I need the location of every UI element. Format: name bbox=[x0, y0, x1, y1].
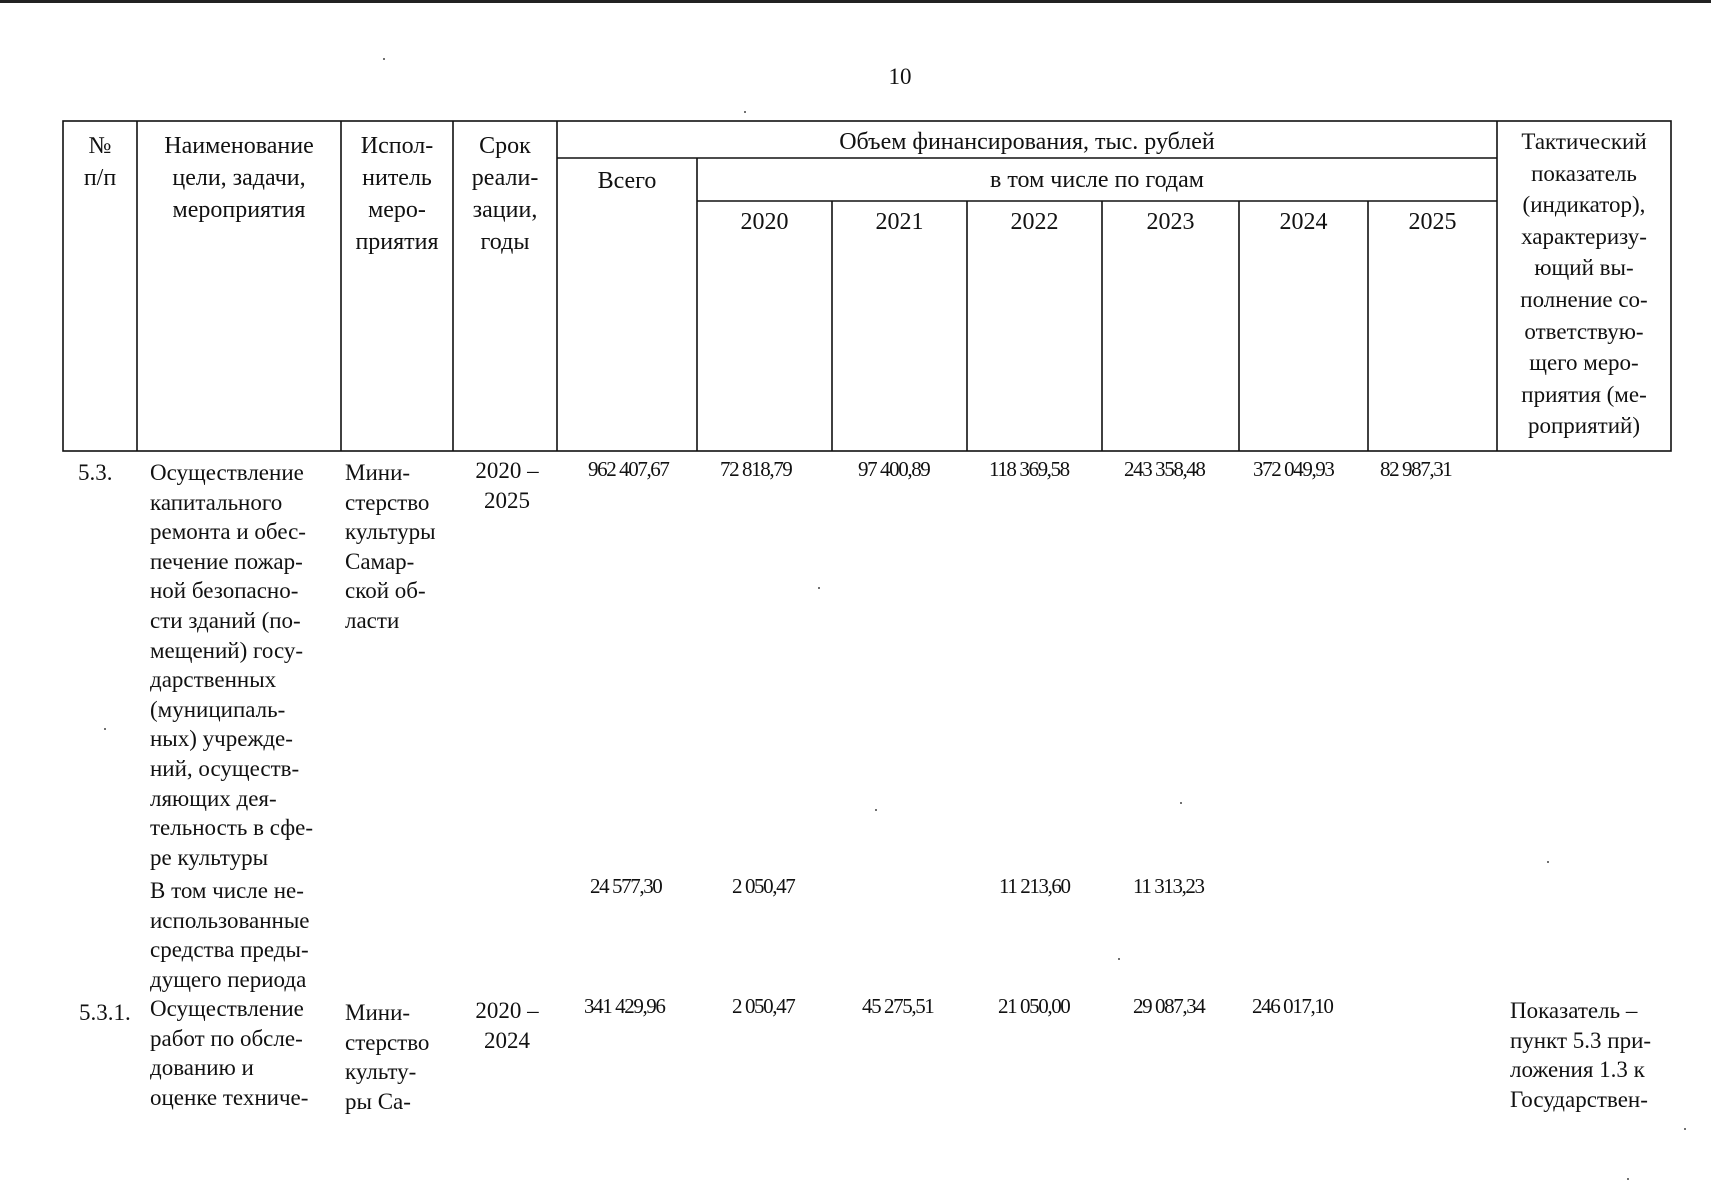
scan-speck bbox=[744, 111, 746, 113]
header-executor: Испол- нитель меро- приятия bbox=[355, 133, 439, 255]
scan-speck bbox=[1684, 1128, 1686, 1130]
header-year-2022: 2022 bbox=[1010, 209, 1059, 235]
header-financing: Объем финансирования, тыс. рублей bbox=[839, 129, 1215, 155]
header-num: № п/п bbox=[83, 133, 117, 191]
row-name: В том числе не- использованные средства преды- дущего периода bbox=[150, 878, 310, 992]
row-y2021: 45 275,51 bbox=[862, 994, 934, 1018]
row-y2022: 118 369,58 bbox=[989, 457, 1069, 481]
row-y2020: 2 050,47 bbox=[732, 994, 795, 1018]
row-num: 5.3.1. bbox=[79, 1000, 131, 1025]
header-name: Наименование цели, задачи, мероприятия bbox=[164, 133, 314, 223]
scan-speck bbox=[104, 728, 106, 730]
row-total: 24 577,30 bbox=[590, 874, 662, 898]
row-num: 5.3. bbox=[78, 460, 113, 485]
row-term: 2020 – 2025 bbox=[475, 458, 539, 513]
header-year-2025: 2025 bbox=[1408, 209, 1457, 235]
row-y2023: 243 358,48 bbox=[1124, 457, 1205, 481]
header-indicator: Тактический показатель (индикатор), характеризу- ющий вы- полнение со- ответствую- щего меро- приятия (ме- роприятий) bbox=[1520, 129, 1648, 439]
header-year-2023: 2023 bbox=[1146, 209, 1195, 235]
row-executor: Мини- стерство культу- ры Са- bbox=[345, 1000, 430, 1114]
row-y2024: 246 017,10 bbox=[1252, 994, 1333, 1018]
row-total: 962 407,67 bbox=[588, 457, 669, 481]
header-total: Всего bbox=[597, 168, 657, 194]
header-by-years: в том числе по годам bbox=[990, 167, 1204, 193]
header-year-2021: 2021 bbox=[875, 209, 924, 235]
row-y2023: 11 313,23 bbox=[1133, 874, 1204, 898]
row-total: 341 429,96 bbox=[584, 994, 665, 1018]
scan-speck bbox=[1547, 861, 1549, 863]
scan-speck bbox=[1627, 1178, 1629, 1180]
row-y2021: 97 400,89 bbox=[858, 457, 930, 481]
row-y2022: 11 213,60 bbox=[999, 874, 1070, 898]
scan-speck bbox=[1180, 802, 1182, 804]
row-y2023: 29 087,34 bbox=[1133, 994, 1205, 1018]
header-year-2024: 2024 bbox=[1279, 209, 1328, 235]
page-number: 10 bbox=[888, 64, 912, 89]
scan-speck bbox=[818, 587, 820, 589]
row-indicator: Показатель – пункт 5.3 при- ложения 1.3 к Государствен- bbox=[1510, 998, 1652, 1112]
row-term: 2020 – 2024 bbox=[475, 998, 539, 1053]
header-term: Срок реали- зации, годы bbox=[471, 133, 539, 255]
header-year-2020: 2020 bbox=[740, 209, 789, 235]
row-y2020: 2 050,47 bbox=[732, 874, 795, 898]
row-y2024: 372 049,93 bbox=[1253, 457, 1334, 481]
row-y2025: 82 987,31 bbox=[1380, 457, 1452, 481]
row-name: Осуществление капитального ремонта и обес- печение пожар- ной безопасно- сти зданий (по- мещений) госу- дарственных (муниципаль- ных) учрежде- ний, осуществ- ляющих дея- тельность в сфе- ре культуры bbox=[150, 460, 313, 870]
row-y2020: 72 818,79 bbox=[720, 457, 792, 481]
scan-speck bbox=[1118, 958, 1120, 960]
row-executor: Мини- стерство культуры Самар- ской об- ласти bbox=[345, 460, 436, 633]
scan-speck bbox=[383, 58, 385, 60]
row-name: Осуществление работ по обсле- дованию и оценке техниче- bbox=[150, 996, 309, 1110]
scan-speck bbox=[875, 809, 877, 811]
row-y2022: 21 050,00 bbox=[998, 994, 1070, 1018]
